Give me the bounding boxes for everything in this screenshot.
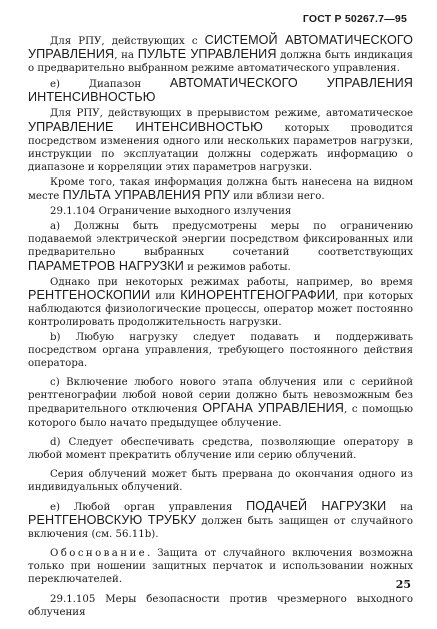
defined-term: ПОДАЧЕЙ НАГРУЗКИ <box>246 499 387 513</box>
paragraph <box>28 77 413 105</box>
text-run: b) Любую нагрузку следует подавать и поддерживать посредством органа управления, требующего постоянного действия оператора. <box>28 331 413 370</box>
defined-term: УПРАВЛЕНИЕ ИНТЕНСИВНОСТЬЮ <box>28 119 263 134</box>
text-run: с) Включение любого нового этапа облучения или с серийной рентгенографии любой новой серии должно быть невозможным без предварительного отключения <box>28 377 413 416</box>
text-run: е) Любой орган управления <box>50 502 247 513</box>
defined-term: РЕНТГЕНОСКОПИИ <box>28 287 151 302</box>
defined-term: АВТОМАТИЧЕСКОГО УПРАВЛЕНИЯ ИНТЕНСИВНОСТЬЮ <box>28 76 413 105</box>
paragraph <box>28 468 413 494</box>
defined-term: ПАРАМЕТРОВ НАГРУЗКИ <box>28 258 184 273</box>
text-run: и режимов работы. <box>183 261 291 273</box>
text-run: а) Должны быть предусмотрены меры по ограничению подаваемой электрической энергии посредством фиксированных или предварительно выбранных сочетаний соответствующих <box>28 221 413 259</box>
text-run: Для РПУ, действующих в прерывистом режиме, автоматическое <box>50 108 413 120</box>
text-run: на <box>386 502 413 513</box>
text-run: должен быть защищен от случайного включения (см. 56.11b). <box>28 516 413 541</box>
text-run: d) Следует обеспечивать средства, позволяющие оператору в любой момент прекратить облучение или серию облучений. <box>28 436 413 461</box>
emphasis-term: Обоснование <box>50 548 148 560</box>
defined-term: ПУЛЬТЕ УПРАВЛЕНИЯ <box>137 47 277 62</box>
defined-term: ОРГАНА УПРАВЛЕНИЯ <box>202 401 344 416</box>
text-run: , на <box>114 50 138 62</box>
text-run: или <box>150 290 181 302</box>
paragraph <box>28 376 413 429</box>
paragraph <box>28 220 413 273</box>
defined-term: КИНОРЕНТГЕНОГРАФИИ <box>180 287 336 302</box>
paragraph <box>28 34 413 75</box>
text-run: , с помощью которого было начато предыдущее облучение. <box>28 404 413 429</box>
paragraph <box>28 331 413 370</box>
text-run: которых проводится посредством изменения одного или нескольких параметров нагрузки, инструкции по эксплуатации должны содержать информацию о диапазоне и корреляции этих параметров нагрузки. <box>28 122 413 173</box>
paragraph <box>28 547 413 586</box>
text-run: Однако при некоторых режимах работы, например, во время <box>50 276 413 288</box>
defined-term: РЕНТГЕНОВСКУЮ ТРУБКУ <box>28 513 197 528</box>
document-header: ГОСТ Р 50267.7—95 <box>302 13 407 25</box>
text-run: должна быть индикация о предварительно выбранном режиме автоматического управления. <box>28 50 413 75</box>
paragraph <box>28 205 413 218</box>
text-run: . Защита от случайного включения возможна только при ношении защитных перчаток и использовании ножных переключателей. <box>28 548 413 586</box>
page-number: 25 <box>395 578 411 591</box>
text-run: или вблизи него. <box>229 191 325 203</box>
text-run: Кроме того, такая информация должна быть нанесена на видном месте <box>28 176 413 203</box>
paragraph <box>28 276 413 329</box>
text-run: 29.1.105 Меры безопасности против чрезмерного выходного облучения <box>28 593 413 618</box>
text-run: Серия облучений может быть прервана до окончания одного из индивидуальных облучений. <box>28 468 413 493</box>
text-run: Для РПУ, действующих с <box>50 36 205 47</box>
paragraph <box>28 176 413 203</box>
paragraph <box>28 500 413 541</box>
document-body <box>28 34 413 619</box>
paragraph <box>28 436 413 462</box>
paragraph <box>28 107 413 173</box>
text-run: , при которых наблюдаются физиологические процессы, оператор может постоянно контролировать продолжительность нагрузки. <box>28 290 413 328</box>
text-run: е) Диапазон <box>50 79 170 91</box>
defined-term: СИСТЕМОЙ АВТОМАТИЧЕСКОГО УПРАВЛЕНИЯ <box>28 33 413 62</box>
defined-term: ПУЛЬТА УПРАВЛЕНИЯ РПУ <box>62 188 230 203</box>
paragraph <box>28 593 413 619</box>
text-run: 29.1.104 Ограничение выходного излучения <box>50 206 292 218</box>
